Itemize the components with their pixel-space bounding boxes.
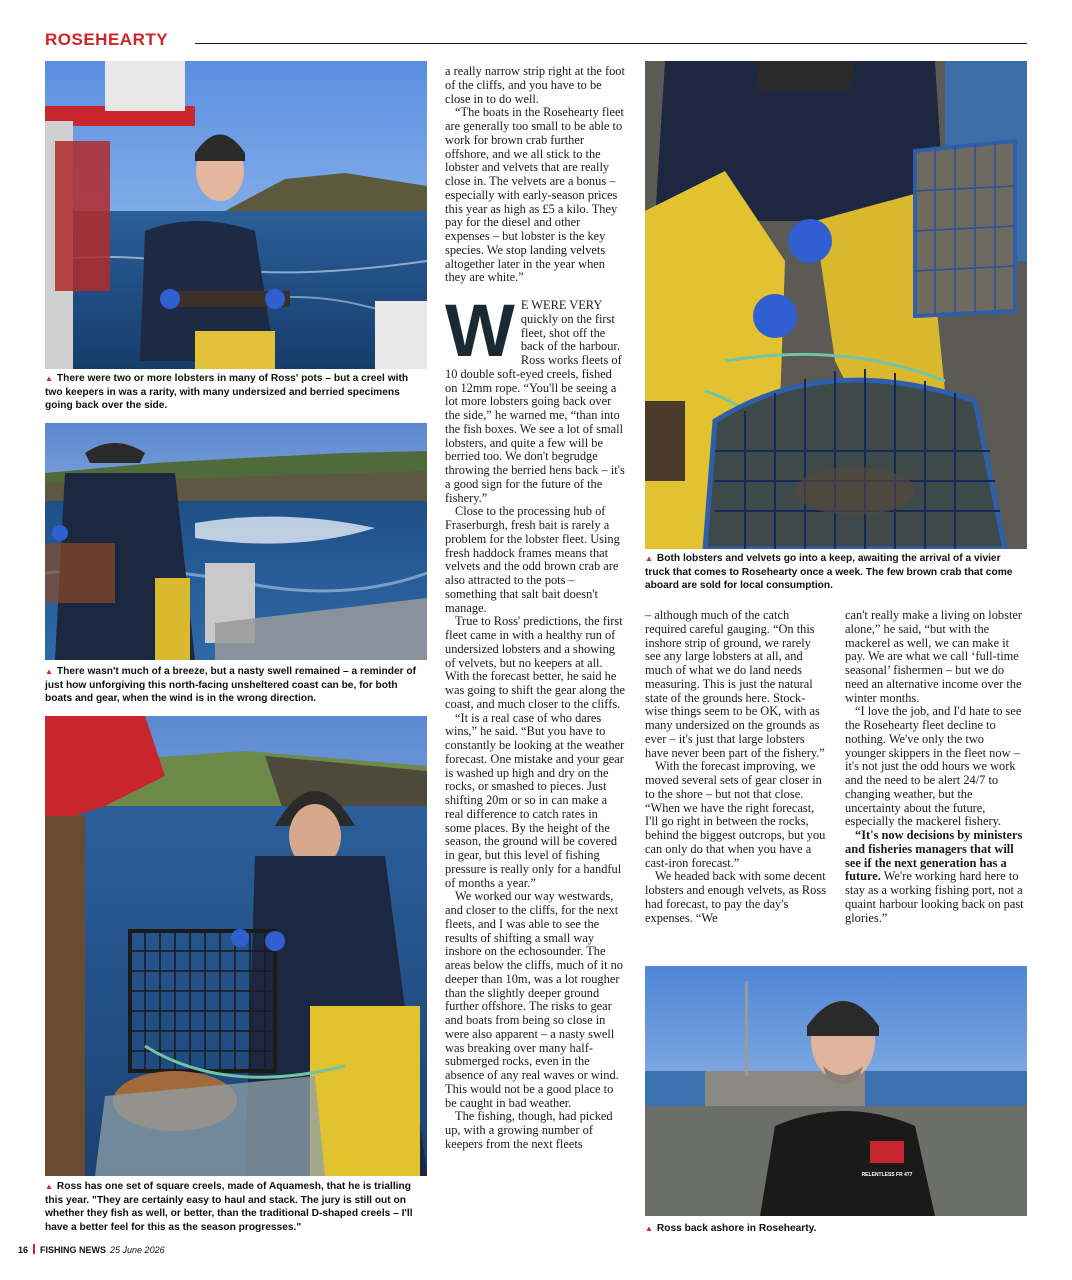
caption-arrow-icon: ▲ [645, 1224, 653, 1233]
paragraph: True to Ross' predictions, the first fleet came in with a healthy run of undersized lobsters and a showing of velvets, but no keepers at all. With the forecast better, he said he was going to shift the gear along the coast, and much closer to the cliffs. [445, 614, 625, 711]
publication-name: FISHING NEWS [40, 1245, 107, 1255]
section-rule [195, 43, 1027, 44]
paragraph: The fishing, though, had picked up, with a growing number of keepers from the next fleets [445, 1109, 613, 1151]
article-column-2 [645, 609, 827, 925]
caption-arrow-icon: ▲ [45, 1182, 53, 1191]
paragraph: “I love the job, and I'd hate to see the Rosehearty fleet decline to nothing. We've only the two younger skippers in the fleet now – it's not just the odd hours we work and the need to be alert 24/7 to changing weather, but the uncertainty about the future, especially the mackerel fishery. [845, 704, 1022, 829]
caption-photo-5: ▲ Ross back ashore in Rosehearty. [645, 1223, 817, 1234]
dropcap-paragraph-text: E WERE VERY quickly on the first fleet, shot off the back of the harbour. Ross works fleets of 10 double soft-eyed creels, fished on 12mm rope. “You'll be seeing a lot more lobsters going back over the side,” he warned me, “than into the fish boxes. We see a lot of small lobsters, and quite a few will be berried too. We don't begrudge throwing the berried hens back – it's a good sign for the future of the fishery.” [445, 298, 625, 505]
paragraph: can't really make a living on lobster alone,” he said, “but with the mackerel as well, we can make it pay. We are what we call ‘full-time seasonal’ fishermen – but we do need an alternative income over the winter months. [845, 608, 1023, 705]
photo-keep-creel [645, 61, 1027, 549]
section-title: ROSEHEARTY [45, 30, 169, 49]
paragraph: “The boats in the Rosehearty fleet are generally too small to be able to work for brown crab further offshore, and we all stick to the lobster and velvets that are really close in. The velvets are a bonus – especially with early-season prices this year as high as £5 a kilo. They pay for the diesel and other expenses – but lobster is the key species. We stop landing velvets altogether later in the year when they are white.” [445, 105, 624, 285]
caption-arrow-icon: ▲ [45, 374, 53, 383]
caption-arrow-icon: ▲ [45, 667, 53, 676]
caption-photo-1: ▲ There were two or more lobsters in many of Ross' pots – but a creel with two keepers in was a rarity, with many undersized and berried specimens going back over the side. [45, 373, 409, 412]
page-footer [18, 1244, 165, 1255]
paragraph: We headed back with some decent lobsters and enough velvets, as Ross had forecast, to pay the day's expenses. “We [645, 869, 827, 925]
article-column-3 [845, 609, 1027, 925]
paragraph: – although much of the catch required careful gauging. “On this inshore strip of ground, we rarely see any large lobsters at all, and much of what we do land needs measuring. This is just the natural state of the grounds here. Stock-wise things seem to be OK, with as many undersized on the grounds as ever – it's just that large lobsters have never been part of the fishery.” [645, 608, 825, 760]
caption-photo-2: ▲ There wasn't much of a breeze, but a nasty swell remained – a reminder of just how unforgiving this north-facing unsheltered coast can be, for both boats and gear, when the wind is in the wrong direction. [45, 666, 417, 705]
article-column-1 [445, 65, 627, 1152]
issue-date: 25 June 2026 [110, 1245, 165, 1255]
page-number: 16 [18, 1245, 29, 1255]
dropcap-letter: W [445, 289, 515, 372]
paragraph: “It is a real case of who dares wins,” he said. “But you have to constantly be looking at the weather forecast. One mistake and your gear is washed up high and dry on the rocks, or smashed to pieces. Just shifting 20m or so in can make a real difference to catch rates in some places. By the height of the season, the ground will be covered in gear, but this level of fishing pressure is really only for a handful of months a year.” [445, 710, 625, 890]
caption-photo-3: ▲ Ross has one set of square creels, made of Aquamesh, that he is trialling this year. "They are certainly easy to haul and stack. The jury is still out on whether they fish as well, or better, than the traditional D-shaped creels – I'll have a better feel for this as the season progresses." [45, 1181, 413, 1233]
paragraph: With the forecast improving, we moved several sets of gear closer in to the shore – but not that close. “When we have the right forecast, I'll go right in between the rocks, behind the biggest outcrops, but you can only do that when you have a cast-iron forecast.” [645, 759, 826, 870]
quote-tail: We're working hard here to stay as a working fishing port, not a quaint harbour looking back on past glories.” [845, 869, 1024, 925]
hoodie-text: RELENTLESS FR 477 [861, 1172, 913, 1178]
photo-ross-portrait [645, 966, 1027, 1216]
bold-quote: “It's now decisions by ministers and fisheries managers that will see if the next generation has a future. [845, 828, 1023, 884]
caption-arrow-icon: ▲ [645, 554, 653, 563]
photo-lobsters-held [45, 61, 427, 369]
paragraph-quote [845, 829, 1027, 925]
dropcap-paragraph [445, 289, 627, 505]
photo-hauling-swell [45, 423, 427, 660]
caption-photo-4: ▲ Both lobsters and velvets go into a keep, awaiting the arrival of a vivier truck that comes to Rosehearty once a week. The few brown crab that come aboard are sold for local consumption. [645, 553, 1013, 592]
footer-divider [33, 1244, 35, 1254]
paragraph: Close to the processing hub of Fraserburgh, fresh bait is rarely a problem for the lobster fleet. Using fresh haddock frames means that velvets and the odd brown crab are also attracted to the pots – something that salt bait doesn't manage. [445, 504, 620, 615]
section-header [45, 30, 1027, 52]
photo-square-creel [45, 716, 427, 1176]
paragraph: We worked our way westwards, and closer to the cliffs, for the next fleets, and I was able to see the results of shifting a small way inshore on the echosounder. The areas below the cliffs, much of it no deeper than 10m, was a lot rougher than the slightly deeper ground further offshore. The risks to gear and boats from being so close in were also apparent – a nasty swell was breaking over many half-submerged rocks, even in the absence of any real waves or wind. This would not be a good place to be caught in bad weather. [445, 889, 624, 1110]
paragraph: a really narrow strip right at the foot of the cliffs, and you have to be close in to do well. [445, 64, 625, 106]
